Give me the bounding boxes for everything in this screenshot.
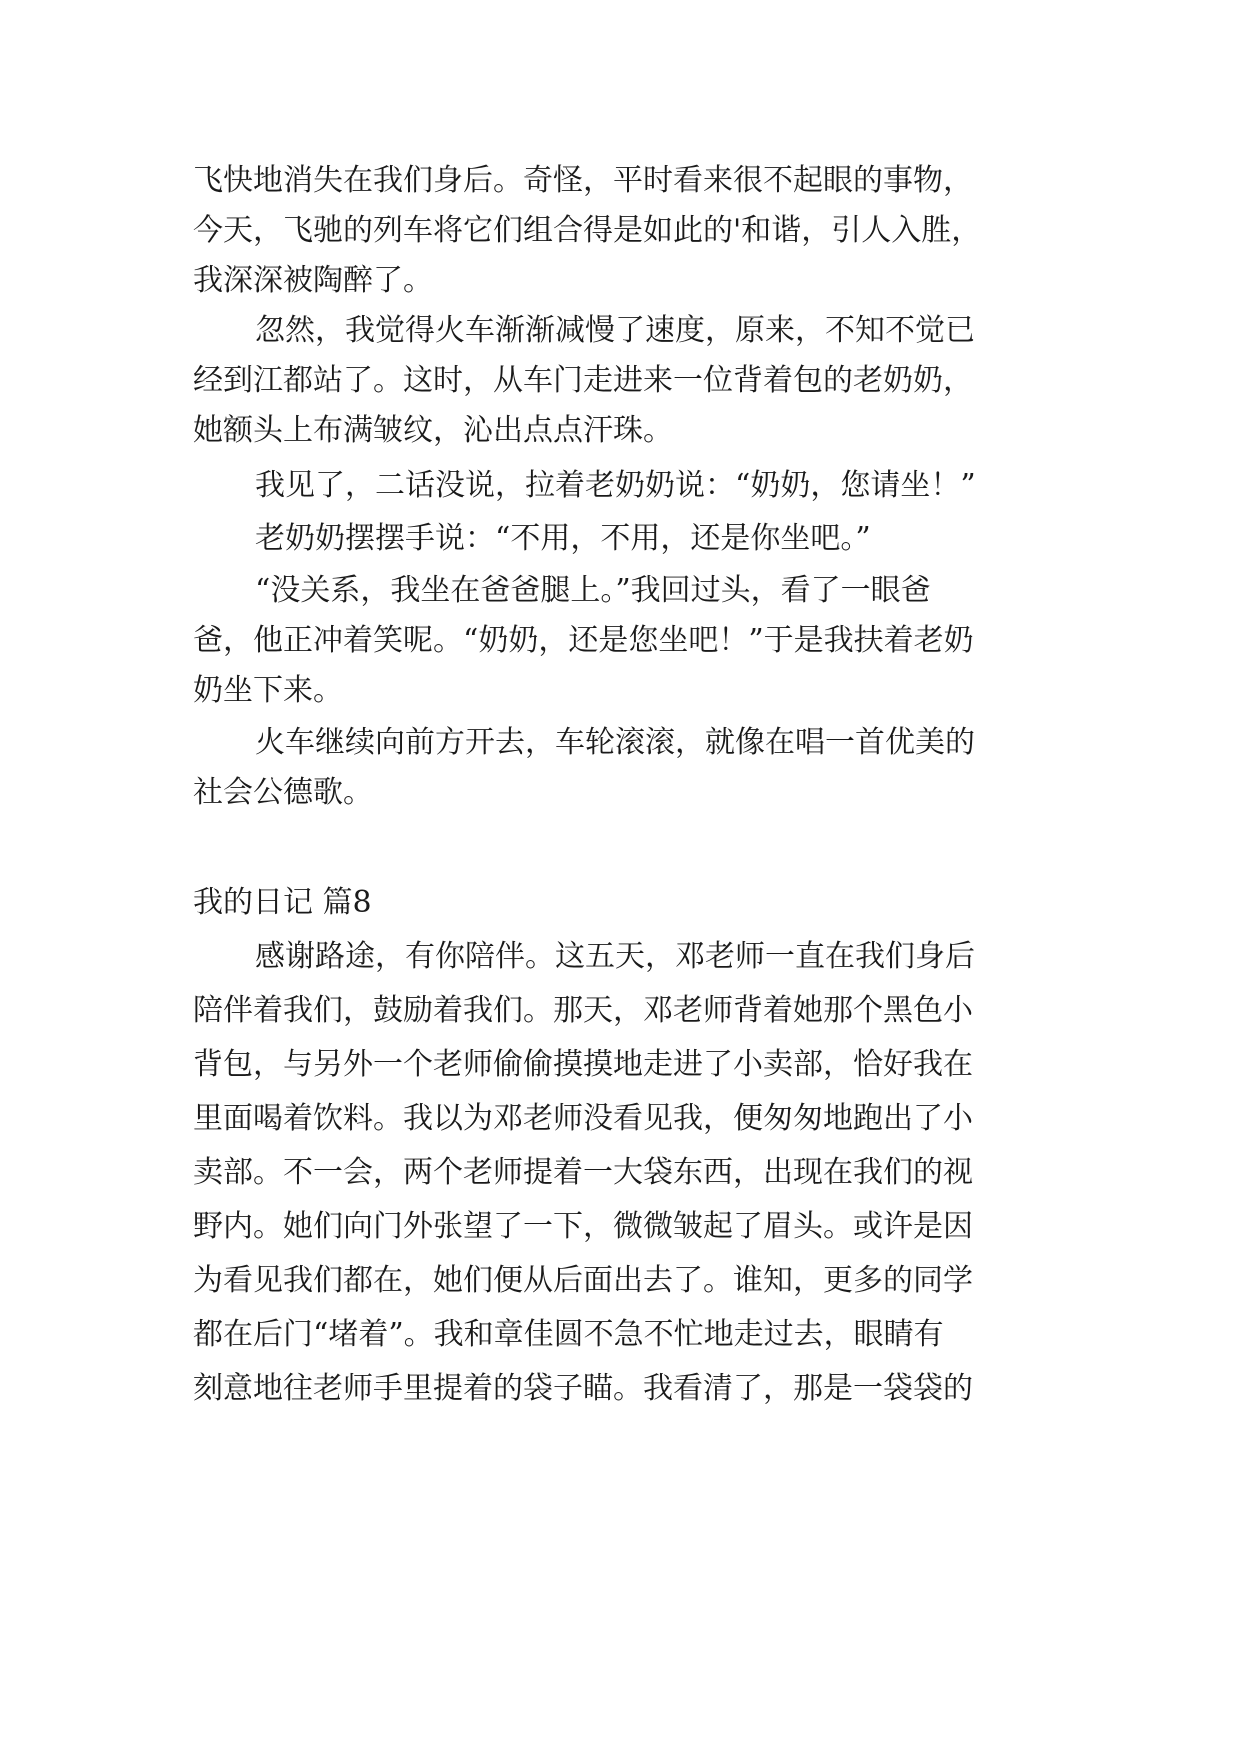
text-line: 爸，他正冲着笑呢。“奶奶，还是您坐吧！”于是我扶着老奶: [193, 623, 974, 658]
text-line: 野内。她们向门外张望了一下，微微皱起了眉头。或许是因: [193, 1209, 973, 1244]
text-line: 我见了，二话没说，拉着老奶奶说：“奶奶，您请坐！”: [255, 468, 976, 503]
text-line: 老奶奶摆摆手说：“不用，不用，还是你坐吧。”: [255, 521, 871, 556]
text-line: 刻意地往老师手里提着的袋子瞄。我看清了，那是一袋袋的: [193, 1371, 973, 1406]
text-line: 里面喝着饮料。我以为邓老师没看见我，便匆匆地跑出了小: [193, 1101, 973, 1136]
text-line: 她额头上布满皱纹，沁出点点汗珠。: [193, 413, 673, 448]
text-line: 我深深被陶醉了。: [193, 263, 433, 298]
text-line: 卖部。不一会，两个老师提着一大袋东西，出现在我们的视: [193, 1155, 973, 1190]
text-line: 感谢路途，有你陪伴。这五天，邓老师一直在我们身后: [255, 939, 975, 974]
text-line: 火车继续向前方开去，车轮滚滚，就像在唱一首优美的: [255, 725, 975, 760]
text-line: 忽然，我觉得火车渐渐减慢了速度，原来，不知不觉已: [255, 313, 975, 348]
text-line: 今天，飞驰的列车将它们组合得是如此的'和谐，引人入胜，: [193, 213, 982, 248]
text-line: 陪伴着我们，鼓励着我们。那天，邓老师背着她那个黑色小: [193, 993, 973, 1028]
text-line: 为看见我们都在，她们便从后面出去了。谁知，更多的同学: [193, 1263, 973, 1298]
text-line: 飞快地消失在我们身后。奇怪，平时看来很不起眼的事物，: [193, 163, 973, 198]
text-line: 经到江都站了。这时，从车门走进来一位背着包的老奶奶，: [193, 363, 973, 398]
text-line: 奶坐下来。: [193, 673, 343, 708]
text-line: 社会公德歌。: [193, 775, 373, 810]
text-line: 背包，与另外一个老师偷偷摸摸地走进了小卖部，恰好我在: [193, 1047, 973, 1082]
section-heading: 我的日记 篇8: [193, 885, 372, 920]
text-line: “没关系，我坐在爸爸腿上。”我回过头，看了一眼爸: [255, 573, 931, 608]
text-line: 都在后门“堵着”。我和章佳圆不急不忙地走过去，眼睛有: [193, 1317, 944, 1352]
